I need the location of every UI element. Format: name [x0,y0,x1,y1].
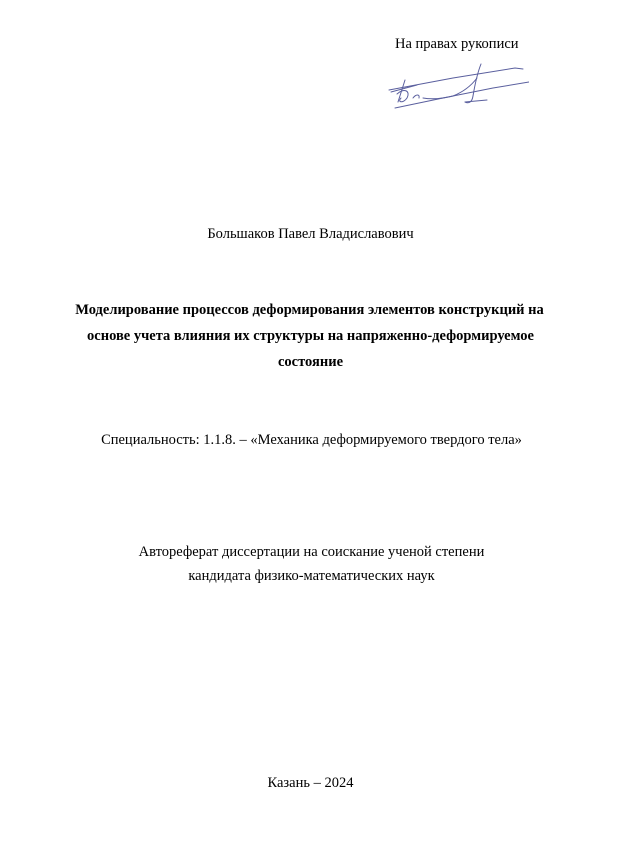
dissertation-title-line-1: Моделирование процессов деформирования элементов конструкций на [75,302,544,318]
abstract-description-line-1: Автореферат диссертации на соискание ученой степени [138,544,485,560]
specialty-line: Специальность: 1.1.8. – «Механика деформируемого твердого тела» [101,432,522,448]
abstract-description-line-2: кандидата физико-математических наук [188,568,435,584]
author-name: Большаков Павел Владиславович [207,226,414,242]
dissertation-title-line-3: состояние [277,354,344,370]
signature-icon [383,58,529,114]
manuscript-rights-note: На правах рукописи [395,36,519,52]
dissertation-title-line-2: основе учета влияния их структуры на напряженно-деформируемое [87,328,534,344]
city-year: Казань – 2024 [267,775,354,791]
